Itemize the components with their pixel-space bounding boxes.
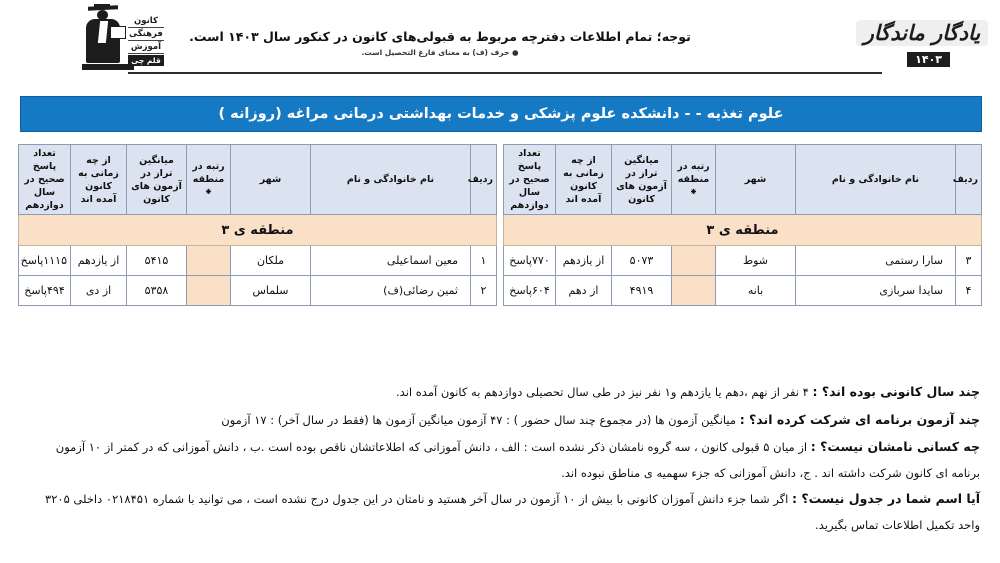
table-row [504,246,982,276]
kanoon-logo-word-2: فرهنگی [129,29,163,39]
table-header-row [19,145,497,215]
table-header-row [504,145,982,215]
note-years-in-kanoon [24,378,980,406]
note-missing-text: از میان ۵ قبولی کانون ، سه گروه نامشان ذکر نشده است : الف ، دانش آموزانی که اطلاعاتشان ناقص بوده است .ب ، دانش آموزانی که در کمتر از ۱۰ آزمون برنامه ای کانون شرکت داشته اند . ج، دانش آموزانی که جزء سهمیه ی مناطق نبوده اند. [55,440,980,480]
col-header-since: از چه زمانی به کانون آمده اند [71,145,127,215]
cell-since: از دهم [556,276,612,306]
note-missing-label: چه کسانی نامشان نیست؟ : [810,439,980,454]
note-years-label: چند سال کانونی بوده اند؟ : [812,384,980,399]
header-notice-sub: ● حرف (ف) به معنای فارغ التحصیل است. [361,48,519,57]
major-title-bar [20,96,982,132]
kanoon-logo-word-3: آموزش [128,42,164,54]
region-label: منطقه ی ۳ [504,215,982,246]
col-header-answers: تعداد پاسخ صحیح در سال دوازدهم [504,145,556,215]
cell-since: از یازدهم [556,246,612,276]
header-notice-main: توجه؛ تمام اطلاعات دفترچه مربوط به قبولی‌های کانون در کنکور سال ۱۴۰۳ است. [189,29,691,44]
col-header-rank: رتبه در منطقه ⁕ [672,145,716,215]
cell-since: از دی [71,276,127,306]
col-header-name: نام خانوادگی و نام [796,145,956,215]
note-name-not-listed [24,486,980,538]
col-header-name: نام خانوادگی و نام [311,145,471,215]
table-row [19,246,497,276]
col-header-rank: رتبه در منطقه ⁕ [187,145,231,215]
cell-city: سلماس [231,276,311,306]
note-years-text: ۴ نفر از نهم ،دهم یا یازدهم و۱ نفر نیز در طی سال تحصیلی دوازدهم به کانون آمده اند. [396,385,809,399]
cell-rank [187,276,231,306]
col-header-taraz: میانگین تراز در آزمون های کانون [612,145,672,215]
results-table-right [18,144,497,306]
results-table-left [503,144,982,306]
col-header-since: از چه زمانی به کانون آمده اند [556,145,612,215]
table-row [504,276,982,306]
yadegar-mandegar-logo [852,12,988,74]
col-header-taraz: میانگین تراز در آزمون های کانون [127,145,187,215]
kanoon-logo-word-1: کانون [128,16,164,28]
cell-radif: ۴ [956,276,982,306]
cell-rank [187,246,231,276]
cell-city: ملکان [231,246,311,276]
cell-rank [672,276,716,306]
note-exam-text: میانگین آزمون ها (در مجموع چند سال حضور ) : ۴۷ آزمون میانگین آزمون ها (فقط در سال آخر) : ۱۷ آزمون [221,413,737,427]
cell-radif: ۱ [471,246,497,276]
col-header-city: شهر [231,145,311,215]
cell-answers: ۴۹۴پاسخ [19,276,71,306]
page-header [0,0,1000,82]
cell-rank [672,246,716,276]
cell-radif: ۳ [956,246,982,276]
kanoon-logo-words [128,16,164,66]
cell-taraz: ۵۳۵۸ [127,276,187,306]
graduate-figure-icon [82,4,128,70]
note-exam-count [24,406,980,434]
region-divider-row [19,215,497,246]
col-header-answers: تعداد پاسخ صحیح در سال دوازدهم [19,145,71,215]
cell-answers: ۶۰۴پاسخ [504,276,556,306]
cell-taraz: ۴۹۱۹ [612,276,672,306]
col-header-city: شهر [716,145,796,215]
region-label: منطقه ی ۳ [19,215,497,246]
major-title-text: علوم تغذیه - - دانشکده علوم پزشکی و خدمات بهداشتی درمانی مراغه (روزانه ) [218,106,784,122]
cell-name: سایدا سربازی [796,276,956,306]
cell-name: سارا رستمی [796,246,956,276]
cell-name: معین اسماعیلی [311,246,471,276]
note-not-listed-label: آیا اسم شما در جدول نیست؟ : [792,491,980,506]
cell-answers: ۷۷۰پاسخ [504,246,556,276]
summary-notes [24,378,980,538]
kanoon-logo [78,4,164,76]
yadegar-mandegar-logo-year: ۱۴۰۳ [907,52,950,67]
book-icon [110,26,126,39]
cell-taraz: ۵۰۷۳ [612,246,672,276]
note-exam-label: چند آزمون برنامه ای شرکت کرده اند؟ : [739,412,980,427]
cell-city: بانه [716,276,796,306]
region-divider-row [504,215,982,246]
header-notice [180,28,700,59]
col-header-radif: ردیف [956,145,982,215]
note-not-listed-text: اگر شما جزء دانش آموزان کانونی با بیش از ۱۰ آزمون در سال آخر هستید و نامتان در این جدول درج نشده است ، می توانید با شماره ۰۲۱۸۴۵۱ داخلی ۳۲۰۵ واحد تکمیل اطلاعات تماس بگیرید. [45,492,980,532]
col-header-radif: ردیف [471,145,497,215]
header-divider [128,72,882,74]
table-row [19,276,497,306]
cell-radif: ۲ [471,276,497,306]
cell-answers: ۱۱۱۵پاسخ [19,246,71,276]
cell-since: از یازدهم [71,246,127,276]
cell-city: شوط [716,246,796,276]
yadegar-mandegar-logo-text: یادگار ماندگار [856,20,988,46]
cell-name: ثمین رضائی(ف) [311,276,471,306]
note-missing-names [24,434,980,486]
kanoon-logo-word-4: قلم چی [128,55,164,66]
cell-taraz: ۵۴۱۵ [127,246,187,276]
results-tables [18,144,982,306]
